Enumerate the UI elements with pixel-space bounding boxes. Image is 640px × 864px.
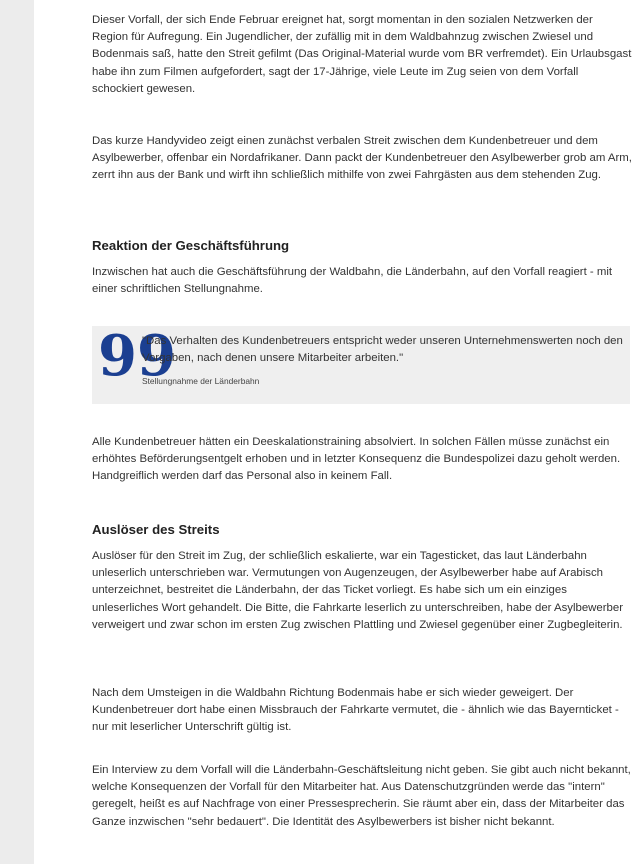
heading-ausloeser: Auslöser des Streits <box>92 522 220 537</box>
paragraph-video: Das kurze Handyvideo zeigt einen zunächst verbalen Streit zwischen dem Kundenbetreuer und dem Asylbewerber, offenbar ein Nordafrikaner. Dann packt der Kundenbetreuer den Asylbewerber grob am Arm, zerrt ihn aus der Bank und wirft ihn schließlich mithilfe von zwei Fahrgästen aus dem stehenden Zug. <box>92 135 632 182</box>
quote-box <box>92 323 630 404</box>
left-gutter <box>0 0 34 864</box>
quote-text: "Das Verhalten des Kundenbetreuers entspricht weder unseren Unternehmenswerten noch den Vorgaben, nach denen unsere Mitarbeiter arbeiten." <box>142 335 623 365</box>
paragraph-intro: Dieser Vorfall, der sich Ende Februar ereignet hat, sorgt momentan in den sozialen Netzwerken der Region für Aufregung. Ein Jugendlicher, der zufällig mit in dem Waldbahnzug zwischen Zwiesel und Bodenmais saß, hatte den Streit gefilmt (Das Original-Material wurde vom BR verfremdet). Ein Urlaubsgast habe ihn zum Filmen aufgefordert, sagt der 17-Jährige, viele Leute im Zug seien von dem Vorfall schockiert gewesen. <box>92 14 632 95</box>
paragraph-umsteigen: Nach dem Umsteigen in die Waldbahn Richtung Bodenmais habe er sich wieder geweigert. Der Kundenbetreuer dort habe einen Missbrauch der Fahrkarte vermutet, die - ähnlich wie das Bayernticket - nur mit leserlicher Unterschrift gültig ist. <box>92 687 619 734</box>
quote-source: Stellungnahme der Länderbahn <box>142 376 260 386</box>
heading-reaktion: Reaktion der Geschäftsführung <box>92 238 290 253</box>
paragraph-deeskalation: Alle Kundenbetreuer hätten ein Deeskalationstraining absolviert. In solchen Fällen müsse zunächst ein erhöhtes Beförderungsentgelt erhoben und in letzter Konsequenz die Bundespolizei dazu geholt werden. Handgreiflich werden darf das Personal also in keinem Fall. <box>92 436 621 483</box>
paragraph-reaktion: Inzwischen hat auch die Geschäftsführung der Waldbahn, die Länderbahn, auf den Vorfall reagiert - mit einer schriftlichen Stellungnahme. <box>92 266 613 296</box>
paragraph-interview: Ein Interview zu dem Vorfall will die Länderbahn-Geschäftsleitung nicht geben. Sie gibt auch nicht bekannt, welche Konsequenzen der Vorfall für den Mitarbeiter hat. Aus Datenschutzgründen werde das "intern" geregelt, heißt es auf Nachfrage von einer Pressesprecherin. Sie räumt aber ein, dass der Mitarbeiter das Ganze inzwischen "sehr bedauert". Die Identität des Asylbewerbers ist bisher nicht bekannt. <box>92 764 631 828</box>
paragraph-ausloeser: Auslöser für den Streit im Zug, der schließlich eskalierte, war ein Tagesticket, das laut Länderbahn unleserlich unterschrieben war. Vermutungen von Augenzeugen, der Asylbewerber habe auf Arabisch unterzeichnet, bestreitet die Länderbahn, der das Ticket vorliegt. Es habe sich um ein einziges unleserliches Wort gehandelt. Die Bitte, die Fahrkarte leserlich zu unterschreiben, habe der Asylbewerber verweigert und zwar schon im ersten Zug zwischen Plattling und Zwiesel gegenüber einer Zugbegleiterin. <box>92 550 623 631</box>
quote-mark-icon: 99 <box>98 323 176 389</box>
